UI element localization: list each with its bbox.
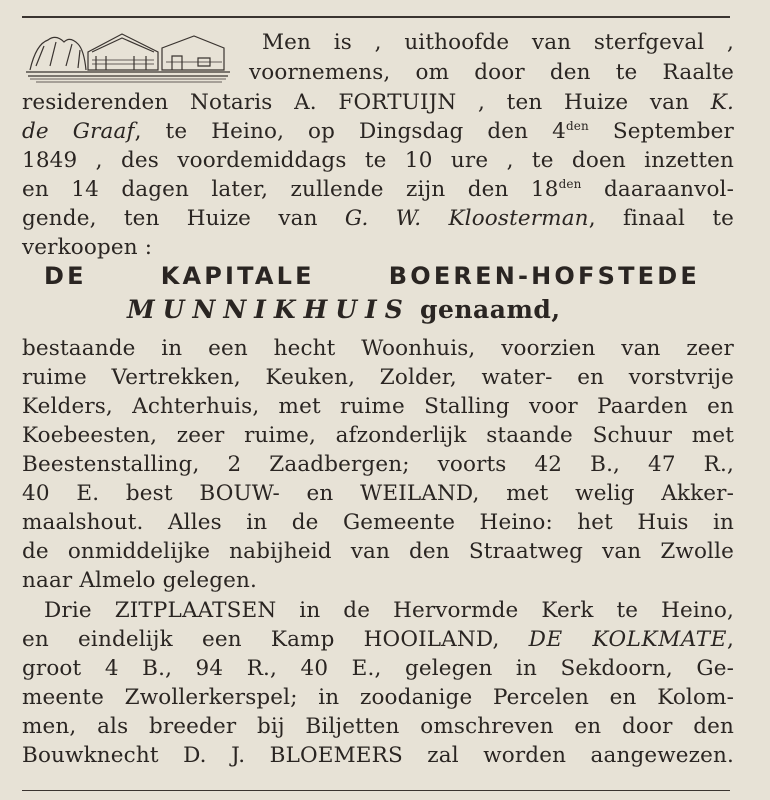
description-line: maalshout. Alles in de Gemeente Heino: het Huis in	[22, 510, 734, 535]
seats-line-2: en eindelijk een Kamp HOOILAND, DE KOLKMATE,	[22, 627, 734, 652]
description-line: naar Almelo gelegen.	[22, 568, 258, 593]
bottom-rule	[22, 790, 730, 791]
seats-line-6: Bouwknecht D. J. BLOEMERS zal worden aangewezen.	[22, 743, 734, 768]
description-line: de onmiddelijke nabijheid van den Straatweg van Zwolle	[22, 539, 734, 564]
description-line: Koebeesten, zeer ruime, afzonderlijk staande Schuur met	[22, 423, 734, 448]
seats-line-4: meente Zwollerkerspel; in zoodanige Percelen en Kolom-	[22, 685, 734, 710]
intro-line-4: de Graaf, te Heino, op Dingsdag den $4^{den}$ September	[22, 119, 734, 144]
intro-line-3: residerenden Notaris A. FORTUIJN , ten Huize van K.	[22, 90, 734, 115]
intro-line-5: 1849 , des voordemiddags te 10 ure , te doen inzetten	[22, 148, 734, 173]
seats-line-5: men, als breeder bij Biljetten omschreven en door den	[22, 714, 734, 739]
intro-line-6: en 14 dagen later, zullende zijn den $18^{den}$ daaraanvol-	[22, 177, 734, 202]
intro-line-1: Men is , uithoofde van sterfgeval ,	[262, 30, 734, 55]
description-line: bestaande in een hecht Woonhuis, voorzien van zeer	[22, 336, 734, 361]
property-heading: DE KAPITALE BOEREN-HOFSTEDE	[44, 262, 700, 290]
seats-line-3: groot 4 B., 94 R., 40 E., gelegen in Sekdoorn, Ge-	[22, 656, 734, 681]
intro-line-2: voornemens, om door den te Raalte	[249, 60, 734, 85]
description-line: ruime Vertrekken, Keuken, Zolder, water- en vorstvrije	[22, 365, 734, 390]
top-rule	[22, 16, 730, 18]
intro-line-8: verkoopen :	[22, 235, 153, 260]
seats-line-1: Drie ZITPLAATSEN in de Hervormde Kerk te Heino,	[44, 598, 734, 623]
description-line: Kelders, Achterhuis, met ruime Stalling voor Paarden en	[22, 394, 734, 419]
farmhouse-engraving	[26, 26, 231, 84]
intro-line-7: gende, ten Huize van G. W. Kloosterman, finaal te	[22, 206, 734, 231]
description-line: Beestenstalling, 2 Zaadbergen; voorts 42 B., 47 R.,	[22, 452, 734, 477]
description-line: 40 E. best BOUW- en WEILAND, met welig Akker-	[22, 481, 734, 506]
property-name: MUNNIKHUIS genaamd,	[127, 295, 561, 324]
